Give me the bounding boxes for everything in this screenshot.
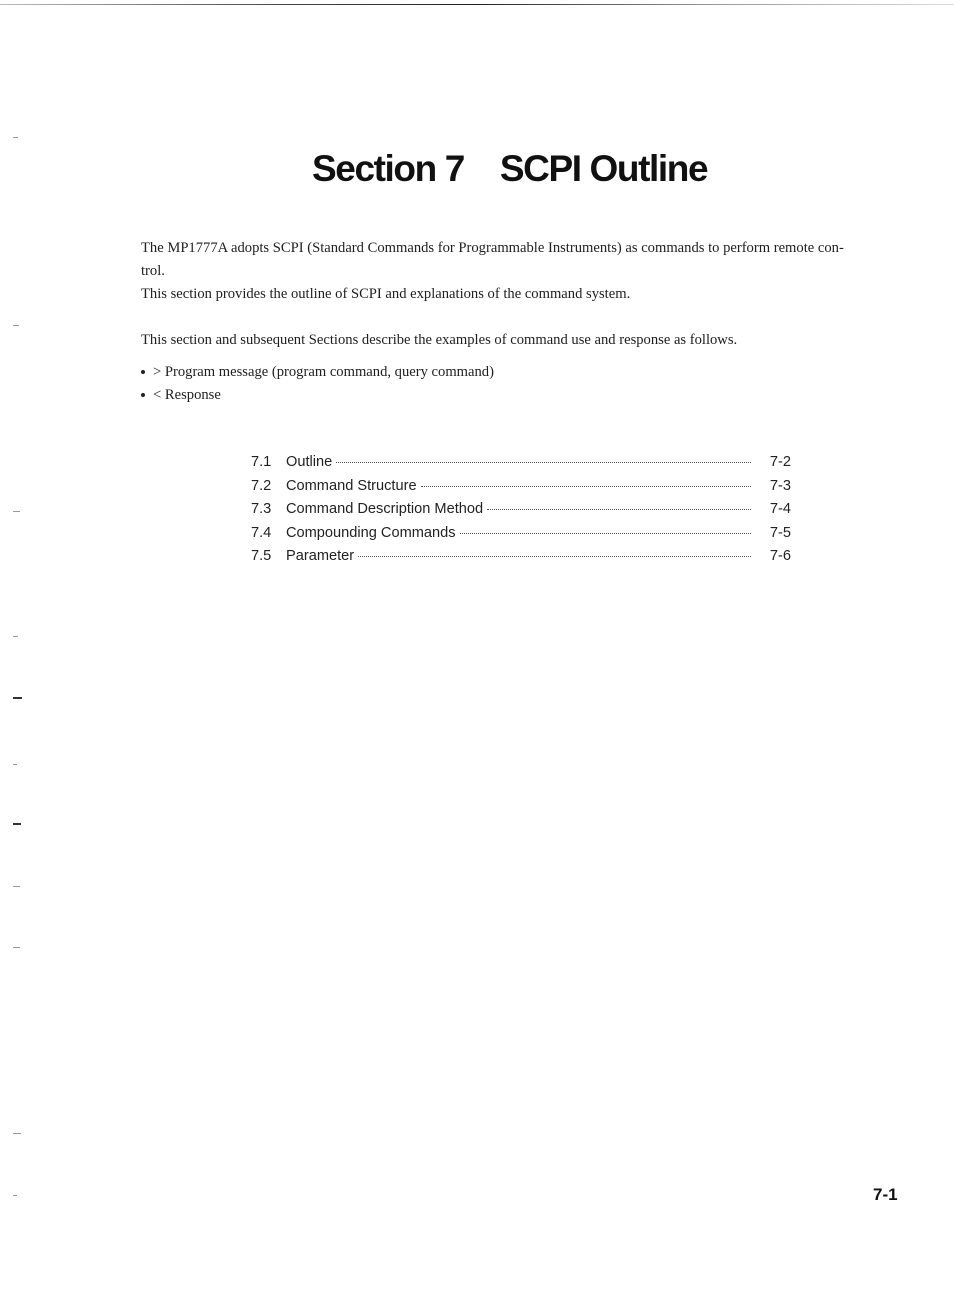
page-number: 7-1 (873, 1185, 898, 1204)
bullet-icon (141, 370, 145, 374)
toc-page: 7-4 (769, 501, 791, 517)
margin-mark (13, 511, 20, 512)
toc-entry[interactable] (251, 454, 791, 478)
intro-line: trol. (141, 263, 165, 279)
bullet-icon (141, 393, 145, 397)
margin-mark (13, 823, 21, 825)
example-bullet-list (141, 361, 494, 407)
examples-paragraph: This section and subsequent Sections describe the examples of command use and response as follows. (141, 332, 738, 348)
margin-mark (13, 1195, 17, 1196)
table-of-contents (251, 454, 791, 572)
toc-label: Compounding Commands (286, 524, 456, 541)
section-title (312, 148, 707, 190)
margin-mark (13, 636, 18, 637)
list-item (141, 361, 494, 384)
toc-number: 7.3 (251, 501, 272, 517)
toc-number: 7.2 (251, 477, 272, 494)
toc-label: Command Description Method (286, 501, 484, 517)
intro-line: This section provides the outline of SCPI and explanations of the command system. (141, 286, 631, 302)
toc-number: 7.1 (251, 454, 272, 470)
toc-entry[interactable] (251, 548, 791, 572)
toc-leader (487, 509, 751, 510)
margin-mark (13, 886, 20, 887)
toc-number: 7.4 (251, 524, 272, 541)
list-item (141, 384, 494, 407)
toc-leader (336, 462, 751, 463)
toc-leader (358, 556, 751, 557)
bullet-text: < Response (153, 387, 221, 403)
top-rule (0, 4, 954, 5)
intro-line: The MP1777A adopts SCPI (Standard Commands for Programmable Instruments) as commands to perform remote con- (141, 240, 844, 256)
margin-mark (13, 947, 20, 948)
toc-page: 7-6 (769, 548, 791, 564)
toc-label: Parameter (286, 548, 355, 564)
toc-page: 7-5 (769, 524, 791, 541)
section-number: Section 7 (312, 148, 464, 189)
toc-page: 7-2 (769, 454, 791, 470)
toc-label: Command Structure (286, 477, 417, 494)
toc-number: 7.5 (251, 548, 272, 564)
margin-mark (13, 1133, 21, 1134)
margin-mark (13, 764, 17, 765)
margin-mark (13, 137, 18, 138)
toc-leader (460, 533, 751, 534)
toc-label: Outline (286, 454, 333, 470)
toc-entry[interactable] (251, 525, 791, 549)
toc-entry[interactable] (251, 478, 791, 502)
toc-leader (421, 486, 751, 487)
bullet-text: > Program message (program command, query command) (153, 364, 494, 380)
toc-entry[interactable] (251, 501, 791, 525)
section-name: SCPI Outline (499, 148, 708, 189)
margin-mark (13, 697, 22, 699)
margin-mark (13, 325, 19, 326)
intro-paragraph (141, 237, 911, 306)
toc-page: 7-3 (769, 477, 791, 494)
